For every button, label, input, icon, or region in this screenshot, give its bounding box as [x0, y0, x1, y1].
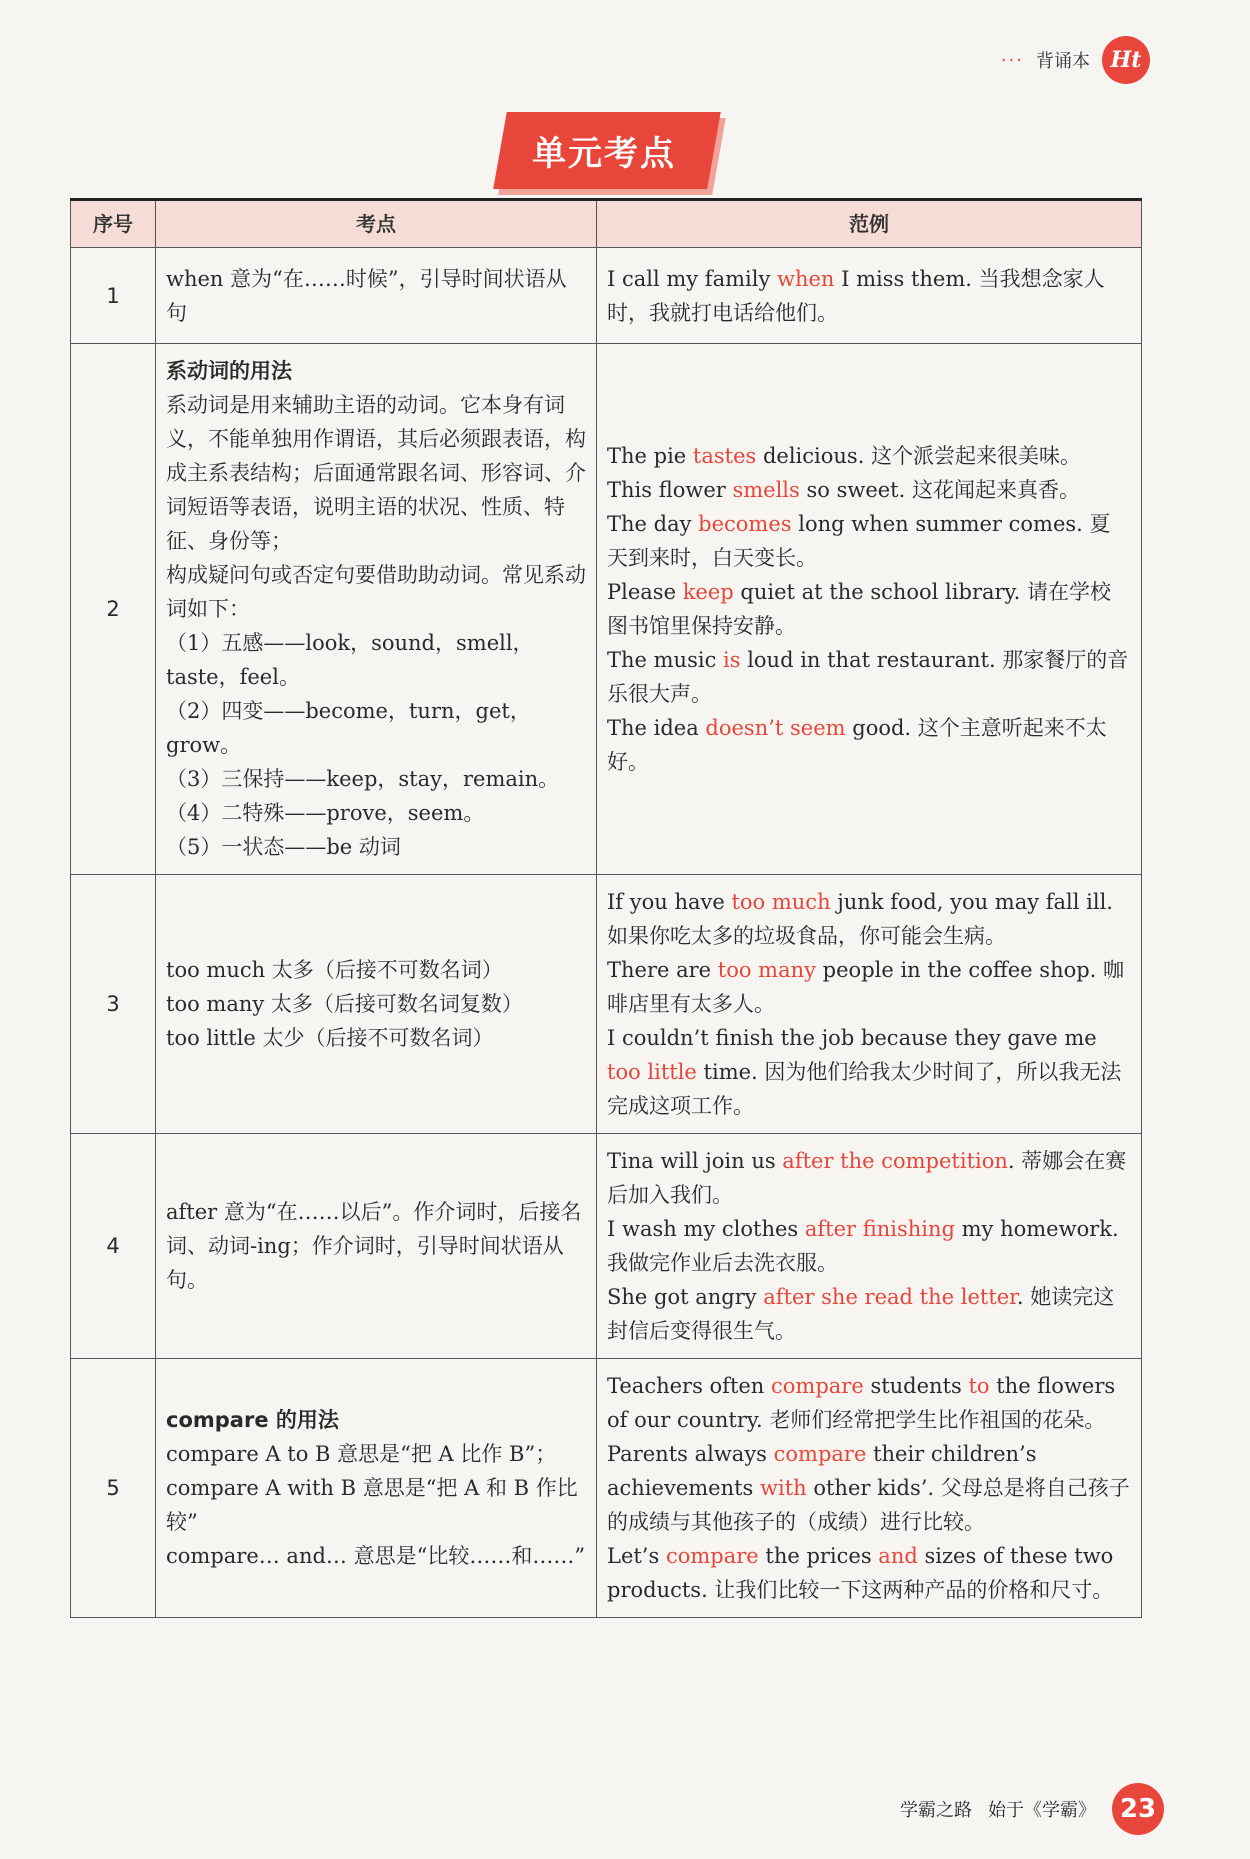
footer-slogan-1: 学霸之路: [900, 1800, 972, 1821]
page-footer: [900, 1783, 1164, 1835]
footer-slogan-2: 始于《学霸》: [988, 1800, 1096, 1821]
row-examples: [597, 875, 1142, 1134]
highlight-keyword: after the competition: [782, 1149, 1008, 1173]
example-text: The idea: [607, 716, 706, 740]
point-line: （3）三保持——keep，stay，remain。: [166, 767, 560, 791]
table-row: [71, 1134, 1142, 1359]
highlight-keyword: compare: [773, 1442, 867, 1466]
example-text: the prices: [758, 1544, 879, 1568]
row-point: [156, 875, 597, 1134]
row-number: 2: [71, 344, 156, 875]
example-sentence: [607, 1437, 1131, 1539]
point-line: compare… and… 意思是“比较……和……”: [166, 1544, 586, 1568]
example-sentence: [607, 1539, 1131, 1607]
highlight-keyword: tastes: [692, 444, 757, 468]
row-point: [156, 344, 597, 875]
example-text: good. 这个主意听起来不太好。: [607, 716, 1107, 774]
example-sentence: [607, 507, 1131, 575]
highlight-keyword: doesn’t seem: [705, 716, 846, 740]
example-text: sizes of these two products. 让我们比较一下这两种产品的价格和尺寸。: [607, 1544, 1114, 1602]
point-line: 系动词是用来辅助主语的动词。它本身有词义，不能单独用作谓语，其后必须跟表语，构成主系表结构；后面通常跟名词、形容词、介词短语等表语，说明主语的状况、性质、特征、身份等；: [166, 393, 586, 553]
example-text: . 蒂娜会在赛后加入我们。: [607, 1149, 1127, 1207]
table-row: [71, 1359, 1142, 1618]
highlight-keyword: becomes: [698, 512, 792, 536]
example-sentence: [607, 575, 1131, 643]
example-sentence: [607, 885, 1131, 953]
point-line: 构成疑问句或否定句要借助助动词。常见系动词如下：: [166, 563, 586, 621]
example-text: I wash my clothes: [607, 1217, 805, 1241]
example-sentence: [607, 1144, 1131, 1212]
page-header: [1001, 36, 1150, 84]
row-examples: [597, 1359, 1142, 1618]
row-point: [156, 1359, 597, 1618]
example-sentence: [607, 711, 1131, 779]
row-number: 4: [71, 1134, 156, 1359]
example-text: . 她读完这封信后变得很生气。: [607, 1285, 1115, 1343]
example-sentence: [607, 1212, 1131, 1280]
highlight-keyword: too many: [717, 958, 816, 982]
example-text: loud in that restaurant. 那家餐厅的音乐很大声。: [607, 648, 1129, 706]
highlight-keyword: compare: [665, 1544, 759, 1568]
point-line: （4）二特殊——prove，seem。: [166, 801, 485, 825]
point-title: compare 的用法: [166, 1408, 339, 1432]
brand-logo: Ht: [1102, 36, 1150, 84]
point-line: compare A to B 意思是“把 A 比作 B”；: [166, 1442, 557, 1466]
example-text: time. 因为他们给我太少时间了，所以我无法完成这项工作。: [607, 1060, 1122, 1118]
example-text: people in the coffee shop. 咖啡店里有太多人。: [607, 958, 1125, 1016]
point-line: when 意为“在……时候”，引导时间状语从句: [166, 266, 567, 325]
table-row: [71, 875, 1142, 1134]
book-name: 背诵本: [1036, 51, 1090, 72]
example-text: I miss them. 当我想念家人时，我就打电话给他们。: [607, 266, 1105, 325]
example-text: If you have: [607, 890, 732, 914]
header-no: 序号: [71, 200, 156, 248]
row-point: [156, 248, 597, 344]
row-number: 5: [71, 1359, 156, 1618]
example-text: Please: [607, 580, 683, 604]
example-text: my homework. 我做完作业后去洗衣服。: [607, 1217, 1119, 1275]
example-text: students: [863, 1374, 969, 1398]
example-text: other kids’. 父母总是将自己孩子的成绩与其他孩子的（成绩）进行比较。: [607, 1476, 1130, 1534]
highlight-keyword: too much: [731, 890, 831, 914]
example-sentence: [607, 1280, 1131, 1348]
example-sentence: [607, 262, 1131, 330]
example-text: Let’s: [607, 1544, 666, 1568]
example-text: The pie: [607, 444, 693, 468]
example-text: the flowers of our country. 老师们经常把学生比作祖国的花朵。: [607, 1374, 1116, 1432]
example-text: delicious. 这个派尝起来很美味。: [756, 444, 1082, 468]
row-examples: [597, 344, 1142, 875]
point-line: compare A with B 意思是“把 A 和 B 作比较”: [166, 1476, 578, 1534]
highlight-keyword: with: [760, 1476, 807, 1500]
header-point: 考点: [156, 200, 597, 248]
table-header-row: [71, 200, 1142, 248]
example-text: The music: [607, 648, 724, 672]
page-number: 23: [1112, 1783, 1164, 1835]
example-sentence: [607, 953, 1131, 1021]
point-line: （5）一状态——be 动词: [166, 835, 401, 859]
example-text: Tina will join us: [607, 1149, 783, 1173]
example-text: The day: [607, 512, 699, 536]
header-dots: ···: [1000, 49, 1024, 71]
row-examples: [597, 1134, 1142, 1359]
example-text: She got angry: [607, 1285, 764, 1309]
point-line: too much 太多（后接不可数名词）: [166, 958, 503, 982]
example-text: so sweet. 这花闻起来真香。: [799, 478, 1080, 502]
highlight-keyword: compare: [771, 1374, 864, 1398]
section-title-banner: [500, 112, 714, 189]
highlight-keyword: keep: [682, 580, 734, 604]
point-title: 系动词的用法: [166, 359, 292, 383]
example-text: Parents always: [607, 1442, 774, 1466]
highlight-keyword: is: [723, 648, 741, 672]
highlight-keyword: after she read the letter: [763, 1285, 1017, 1309]
row-number: 1: [71, 248, 156, 344]
example-text: long when summer comes. 夏天到来时，白天变长。: [607, 512, 1111, 570]
point-line: （1）五感——look，sound，smell，taste，feel。: [166, 631, 534, 689]
highlight-keyword: and: [878, 1544, 918, 1568]
example-text: Teachers often: [607, 1374, 772, 1398]
example-text: junk food, you may fall ill. 如果你吃太多的垃圾食品，你可能会生病。: [607, 890, 1113, 948]
highlight-keyword: smells: [732, 478, 800, 502]
point-line: （2）四变——become，turn，get，grow。: [166, 699, 531, 757]
header-example: 范例: [597, 200, 1142, 248]
example-text: There are: [607, 958, 718, 982]
example-text: This flower: [607, 478, 733, 502]
highlight-keyword: when: [777, 266, 835, 291]
point-line: after 意为“在……以后”。作介词时，后接名词、动词-ing；作介词时，引导时间状语从句。: [166, 1200, 582, 1292]
example-sentence: [607, 1369, 1131, 1437]
example-text: I couldn’t finish the job because they gave me: [607, 1026, 1097, 1050]
example-sentence: [607, 473, 1131, 507]
example-sentence: [607, 1021, 1131, 1123]
highlight-keyword: after finishing: [804, 1217, 955, 1241]
example-sentence: [607, 439, 1131, 473]
table-row: [71, 248, 1142, 344]
exam-points-table: [70, 198, 1142, 1618]
example-text: I call my family: [607, 266, 777, 291]
table-row: [71, 344, 1142, 875]
highlight-keyword: to: [968, 1374, 990, 1398]
example-text: their children’s achievements: [607, 1442, 1037, 1500]
point-line: too little 太少（后接不可数名词）: [166, 1026, 494, 1050]
row-number: 3: [71, 875, 156, 1134]
example-sentence: [607, 643, 1131, 711]
highlight-keyword: too little: [607, 1060, 697, 1084]
row-examples: [597, 248, 1142, 344]
point-line: too many 太多（后接可数名词复数）: [166, 992, 523, 1016]
row-point: [156, 1134, 597, 1359]
section-title: 单元考点: [532, 134, 676, 174]
example-text: quiet at the school library. 请在学校图书馆里保持安静。: [607, 580, 1111, 638]
